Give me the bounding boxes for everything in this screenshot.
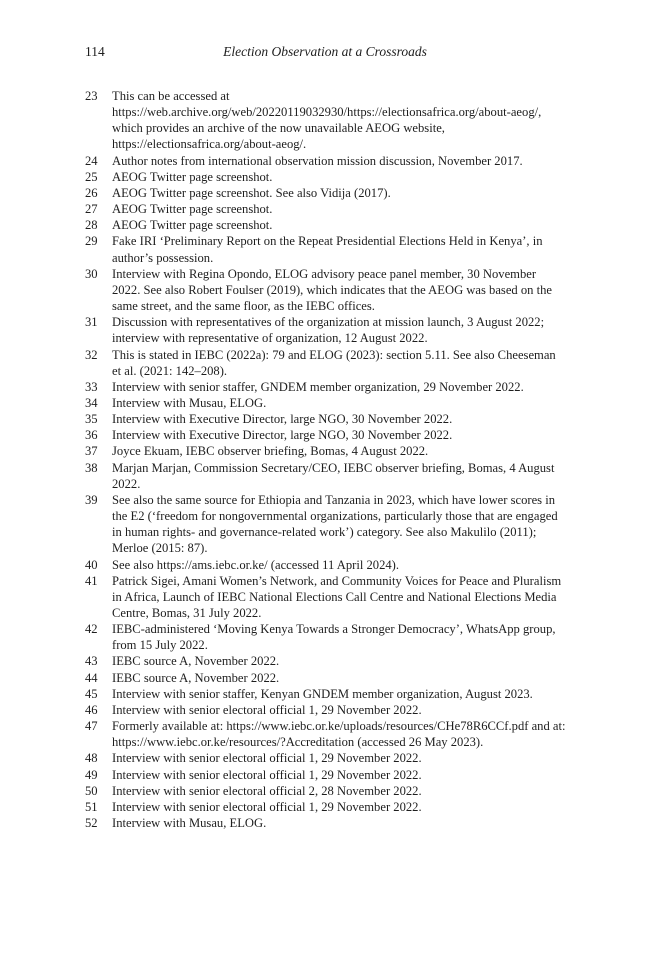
endnote xyxy=(85,427,567,443)
endnote xyxy=(85,750,567,766)
endnote-number: 45 xyxy=(85,686,98,701)
endnote-text: Interview with Musau, ELOG. xyxy=(112,395,267,410)
endnote-text: Interview with senior staffer, Kenyan GNDEM member organization, August 2023. xyxy=(112,686,533,701)
endnote-number: 36 xyxy=(85,428,98,443)
endnote-text: See also the same source for Ethiopia and Tanzania in 2023, which have lower scores in the E2 (‘freedom for nongovernmental organizations, particularly those that are engaged in human rights- and governance-related work’) category. See also Makulilo (2011); Merloe (2015: 87). xyxy=(112,492,558,556)
endnote-number: 34 xyxy=(85,395,98,410)
endnote-number: 37 xyxy=(85,444,98,459)
endnote xyxy=(85,702,567,718)
endnote-number: 32 xyxy=(85,347,98,362)
endnote-number: 48 xyxy=(85,751,98,766)
endnote-number: 28 xyxy=(85,218,98,233)
endnote xyxy=(85,169,567,185)
endnote xyxy=(85,573,567,621)
endnote-text: See also https://ams.iebc.or.ke/ (accessed 11 April 2024). xyxy=(112,557,400,572)
page-number: 114 xyxy=(85,44,105,59)
endnote xyxy=(85,686,567,702)
endnote-number: 52 xyxy=(85,816,98,831)
endnote xyxy=(85,460,567,492)
endnote xyxy=(85,767,567,783)
endnote-number: 51 xyxy=(85,799,98,814)
endnote xyxy=(85,379,567,395)
endnote xyxy=(85,185,567,201)
running-title: Election Observation at a Crossroads xyxy=(223,44,427,59)
endnote xyxy=(85,718,567,750)
endnote-number: 26 xyxy=(85,185,98,200)
endnote xyxy=(85,347,567,379)
endnote-number: 27 xyxy=(85,202,98,217)
endnote-text: AEOG Twitter page screenshot. xyxy=(112,218,273,233)
endnote-number: 47 xyxy=(85,719,98,734)
endnote-text: IEBC source A, November 2022. xyxy=(112,670,280,685)
endnote xyxy=(85,88,567,153)
endnote-text: Interview with senior staffer, GNDEM member organization, 29 November 2022. xyxy=(112,379,524,394)
endnote xyxy=(85,153,567,169)
endnote xyxy=(85,314,567,346)
endnotes-list xyxy=(85,88,567,831)
endnote-text: Fake IRI ‘Preliminary Report on the Repeat Presidential Elections Held in Kenya’, in author’s possession. xyxy=(112,234,543,265)
endnote-number: 50 xyxy=(85,783,98,798)
endnote-number: 49 xyxy=(85,767,98,782)
endnote-text: Interview with senior electoral official 2, 28 November 2022. xyxy=(112,783,422,798)
endnote-number: 23 xyxy=(85,89,98,103)
endnote-text: Discussion with representatives of the organization at mission launch, 3 August 2022; interview with representative of organization, 12 August 2022. xyxy=(112,315,545,346)
endnote-number: 38 xyxy=(85,460,98,475)
endnote-text: IEBC-administered ‘Moving Kenya Towards a Stronger Democracy’, WhatsApp group, from 15 July 2022. xyxy=(112,622,556,653)
endnote-number: 39 xyxy=(85,492,98,507)
endnote-number: 31 xyxy=(85,315,98,330)
endnote-number: 42 xyxy=(85,622,98,637)
endnote-number: 25 xyxy=(85,169,98,184)
endnote xyxy=(85,783,567,799)
endnote xyxy=(85,233,567,265)
endnote-text: Author notes from international observation mission discussion, November 2017. xyxy=(112,153,523,168)
endnote-number: 35 xyxy=(85,412,98,427)
endnote-text: AEOG Twitter page screenshot. xyxy=(112,169,273,184)
endnote xyxy=(85,395,567,411)
endnote-text: AEOG Twitter page screenshot. See also Vidija (2017). xyxy=(112,185,391,200)
endnote-text: Interview with senior electoral official 1, 29 November 2022. xyxy=(112,702,422,717)
endnote-text: Marjan Marjan, Commission Secretary/CEO, IEBC observer briefing, Bomas, 4 August 2022. xyxy=(112,460,555,491)
endnote-text: Joyce Ekuam, IEBC observer briefing, Bomas, 4 August 2022. xyxy=(112,444,429,459)
endnote-text: Interview with senior electoral official 1, 29 November 2022. xyxy=(112,799,422,814)
endnote xyxy=(85,411,567,427)
endnote xyxy=(85,201,567,217)
endnote-text: IEBC source A, November 2022. xyxy=(112,654,280,669)
endnote-text: This can be accessed at https://web.archive.org/web/20220119032930/https://electionsafrica.org/about-aeog/, which provides an archive of the now unavailable AEOG website, https://electionsafrica.org/about-aeog/. xyxy=(112,89,542,152)
endnote-text: This is stated in IEBC (2022a): 79 and ELOG (2023): section 5.11. See also Cheeseman et al. (2021: 142–208). xyxy=(112,347,556,378)
endnote-number: 44 xyxy=(85,670,98,685)
endnote-text: Interview with Executive Director, large NGO, 30 November 2022. xyxy=(112,428,453,443)
endnote xyxy=(85,217,567,233)
endnote xyxy=(85,670,567,686)
endnote-text: Formerly available at: https://www.iebc.or.ke/uploads/resources/CHe78R6CCf.pdf and at: https://www.iebc.or.ke/resources/?Accreditation (accessed 26 May 2023). xyxy=(112,719,566,750)
endnote xyxy=(85,492,567,557)
endnote-number: 40 xyxy=(85,557,98,572)
endnote-text: Patrick Sigei, Amani Women’s Network, and Community Voices for Peace and Pluralism in Africa, Launch of IEBC National Elections Call Centre and National Elections Media Centre, Bomas, 31 July 2022. xyxy=(112,573,562,620)
endnote-text: Interview with Regina Opondo, ELOG advisory peace panel member, 30 November 2022. See also Robert Foulser (2019), which indicates that the AEOG was based on the same street, and the same floor, as the IEBC offices. xyxy=(112,266,552,314)
endnote-number: 24 xyxy=(85,153,98,168)
endnote-number: 41 xyxy=(85,573,98,588)
endnote-text: Interview with senior electoral official 1, 29 November 2022. xyxy=(112,751,422,766)
page-header xyxy=(85,44,565,64)
endnote xyxy=(85,799,567,815)
endnote xyxy=(85,621,567,653)
endnote xyxy=(85,557,567,573)
endnote-number: 30 xyxy=(85,266,98,281)
endnote-number: 33 xyxy=(85,379,98,394)
endnote xyxy=(85,815,567,831)
endnote xyxy=(85,266,567,314)
endnote-text: AEOG Twitter page screenshot. xyxy=(112,202,273,217)
endnote-text: Interview with Executive Director, large NGO, 30 November 2022. xyxy=(112,412,453,427)
endnote-number: 43 xyxy=(85,654,98,669)
endnote xyxy=(85,443,567,459)
endnote xyxy=(85,653,567,669)
endnote-text: Interview with senior electoral official 1, 29 November 2022. xyxy=(112,767,422,782)
endnote-text: Interview with Musau, ELOG. xyxy=(112,816,267,831)
endnote-number: 46 xyxy=(85,702,98,717)
endnote-number: 29 xyxy=(85,234,98,249)
